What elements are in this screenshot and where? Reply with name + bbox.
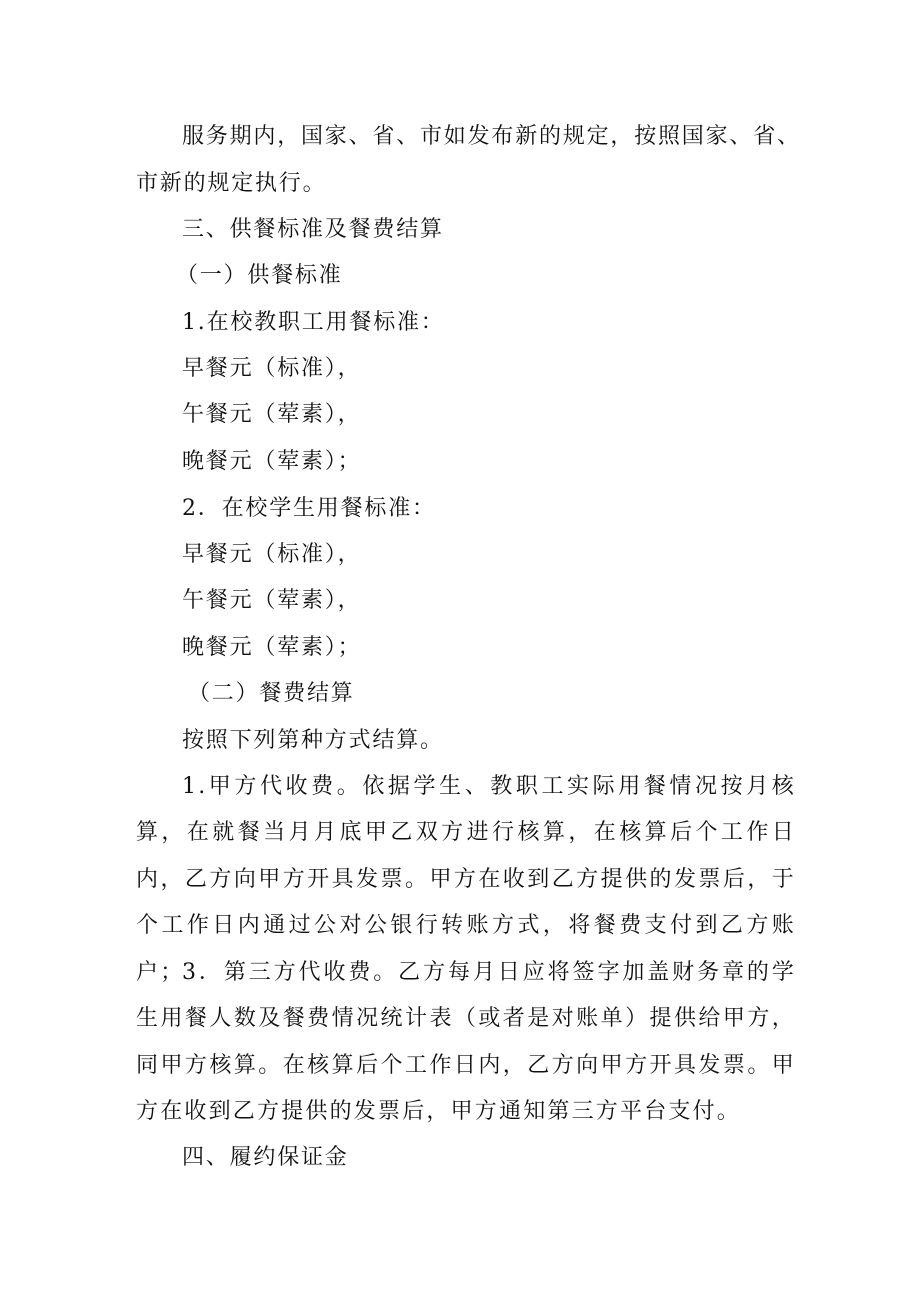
settlement-paragraph-3: 3．第三方代收费。乙方每月日应将签字加盖财务章的学生用餐人数及餐费情况统计表（或者是对账单）提供给甲方，同甲方核算。在核算后个工作日内，乙方向甲方开具发票。甲方在收到乙方提供的发票后，甲方通知第三方平台支付。 xyxy=(136,960,796,1125)
subsection-heading: （二）餐费结算 xyxy=(188,681,355,706)
list-item: 早餐元（标准）， xyxy=(182,542,362,567)
paragraph-line: 服务期内，国家、省、市如发布新的规定，按照国家、省、 xyxy=(182,124,801,149)
list-item: 午餐元（荤素）， xyxy=(182,402,362,427)
list-item-heading: 2．在校学生用餐标准： xyxy=(182,496,436,521)
paragraph-line: 市新的规定执行。 xyxy=(136,171,327,196)
list-item: 晚餐元（荤素）； xyxy=(182,449,362,474)
settlement-paragraph-1: 1.甲方代收费。依据学生、教职工实际用餐情况按月核算，在就餐当月月底甲乙双方进行核算，在核算后个工作日内，乙方向甲方开具发票。甲方在收到乙方提供的发票后，于个工作日内通过公对公银行转账方式，将餐费支付到乙方账户； xyxy=(136,774,796,985)
list-item: 午餐元（荤素）， xyxy=(182,588,362,613)
subsection-heading: （一）供餐标准 xyxy=(176,263,343,288)
list-item: 早餐元（标准）， xyxy=(182,356,362,381)
list-item-heading: 1.在校教职工用餐标准： xyxy=(182,310,445,335)
section-heading: 四、履约保证金 xyxy=(182,1145,349,1170)
list-item: 晚餐元（荤素）； xyxy=(182,635,362,660)
section-heading: 三、供餐标准及餐费结算 xyxy=(182,217,444,242)
paragraph-line: 按照下列第种方式结算。 xyxy=(182,728,444,753)
